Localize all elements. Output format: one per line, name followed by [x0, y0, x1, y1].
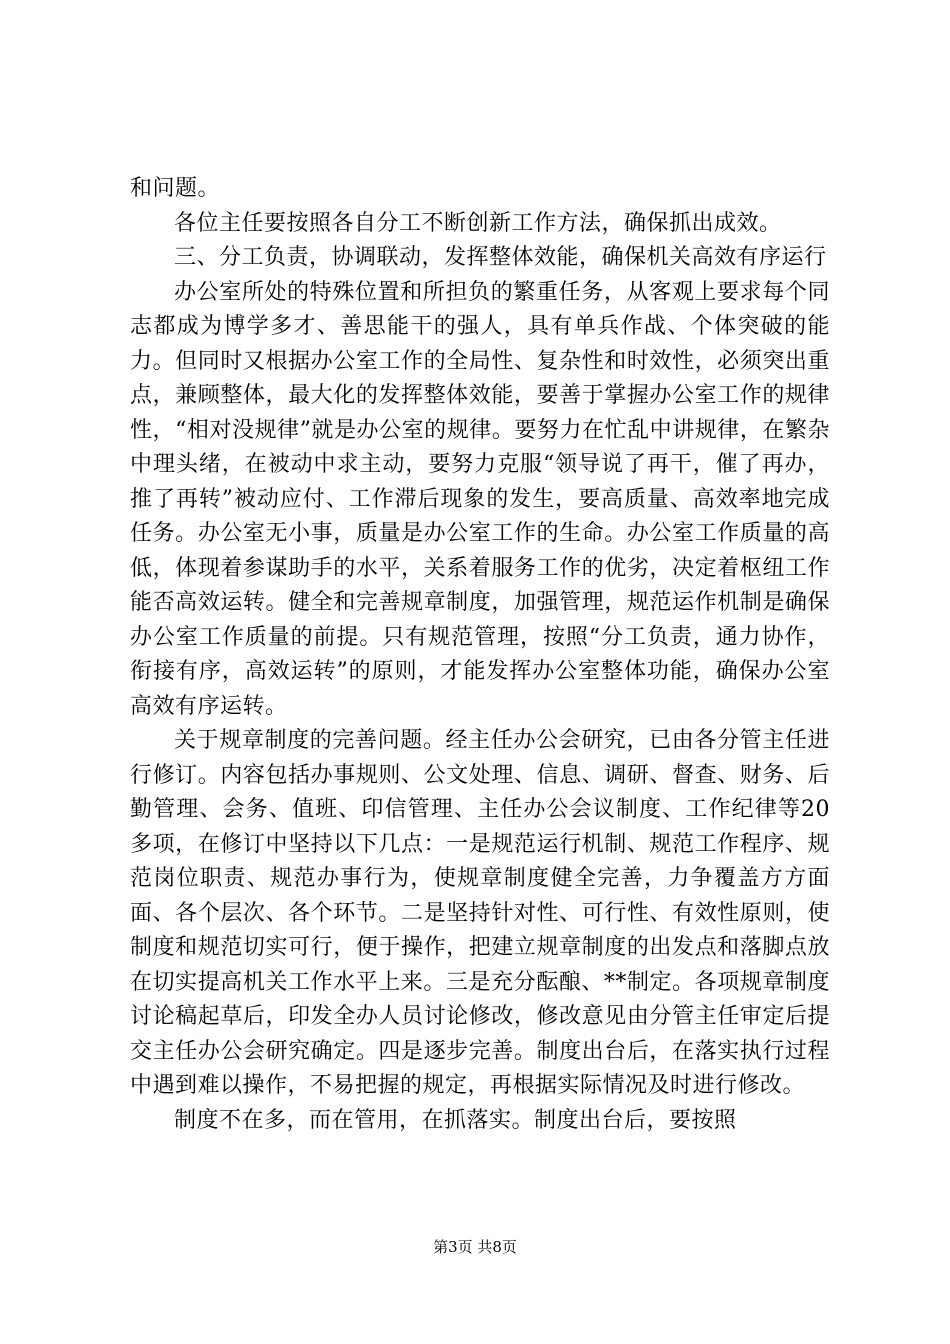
document-body — [130, 172, 830, 1138]
paragraph: 关于规章制度的完善问题。经主任办公会研究，已由各分管主任进行修订。内容包括办事规则、公文处理、信息、调研、督查、财务、后勤管理、会务、值班、印信管理、主任办公会议制度、工作纪律等20多项，在修订中坚持以下几点：一是规范运行机制、规范工作程序、规范岗位职责、规范办事行为，使规章制度健全完善，力争覆盖方方面面、各个层次、各个环节。二是坚持针对性、可行性、有效性原则，使制度和规范切实可行，便于操作，把建立规章制度的出发点和落脚点放在切实提高机关工作水平上来。三是充分酝酿、**制定。各项规章制度讨论稿起草后，印发全办人员讨论修改，修改意见由分管主任审定后提交主任办公会研究确定。四是逐步完善。制度出台后，在落实执行过程中遇到难以操作，不易把握的规定，再根据实际情况及时进行修改。 — [130, 728, 830, 1098]
paragraph: 制度不在多，而在管用，在抓落实。制度出台后，要按照 — [174, 1107, 737, 1133]
page-number-footer: 第3页 共8页 — [433, 1238, 517, 1256]
paragraph-continuation: 和问题。 — [130, 176, 221, 201]
paragraph: 各位主任要按照各自分工不断创新工作方法，确保抓出成效。 — [174, 210, 782, 236]
section-heading: 三、分工负责，协调联动，发挥整体效能，确保机关高效有序运行 — [174, 245, 827, 270]
paragraph: 办公室所处的特殊位置和所担负的繁重任务，从客观上要求每个同志都成为博学多才、善思能干的强人，具有单兵作战、个体突破的能力。但同时又根据办公室工作的全局性、复杂性和时效性，必须突出重点，兼顾整体，最大化的发挥整体效能，要善于掌握办公室工作的规律性，“相对没规律”就是办公室的规律。要努力在忙乱中讲规律，在繁杂中理头绪，在被动中求主动，要努力克服“领导说了再干，催了再办，推了再转”被动应付、工作滞后现象的发生，要高质量、高效率地完成任务。办公室无小事，质量是办公室工作的生命。办公室工作质量的高低，体现着参谋助手的水平，关系着服务工作的优劣，决定着枢纽工作能否高效运转。健全和完善规章制度，加强管理，规范运作机制是确保办公室工作质量的前提。只有规范管理，按照“分工负责，通力协作，衔接有序，高效运转”的原则，才能发挥办公室整体功能，确保办公室高效有序运转。 — [130, 279, 830, 719]
